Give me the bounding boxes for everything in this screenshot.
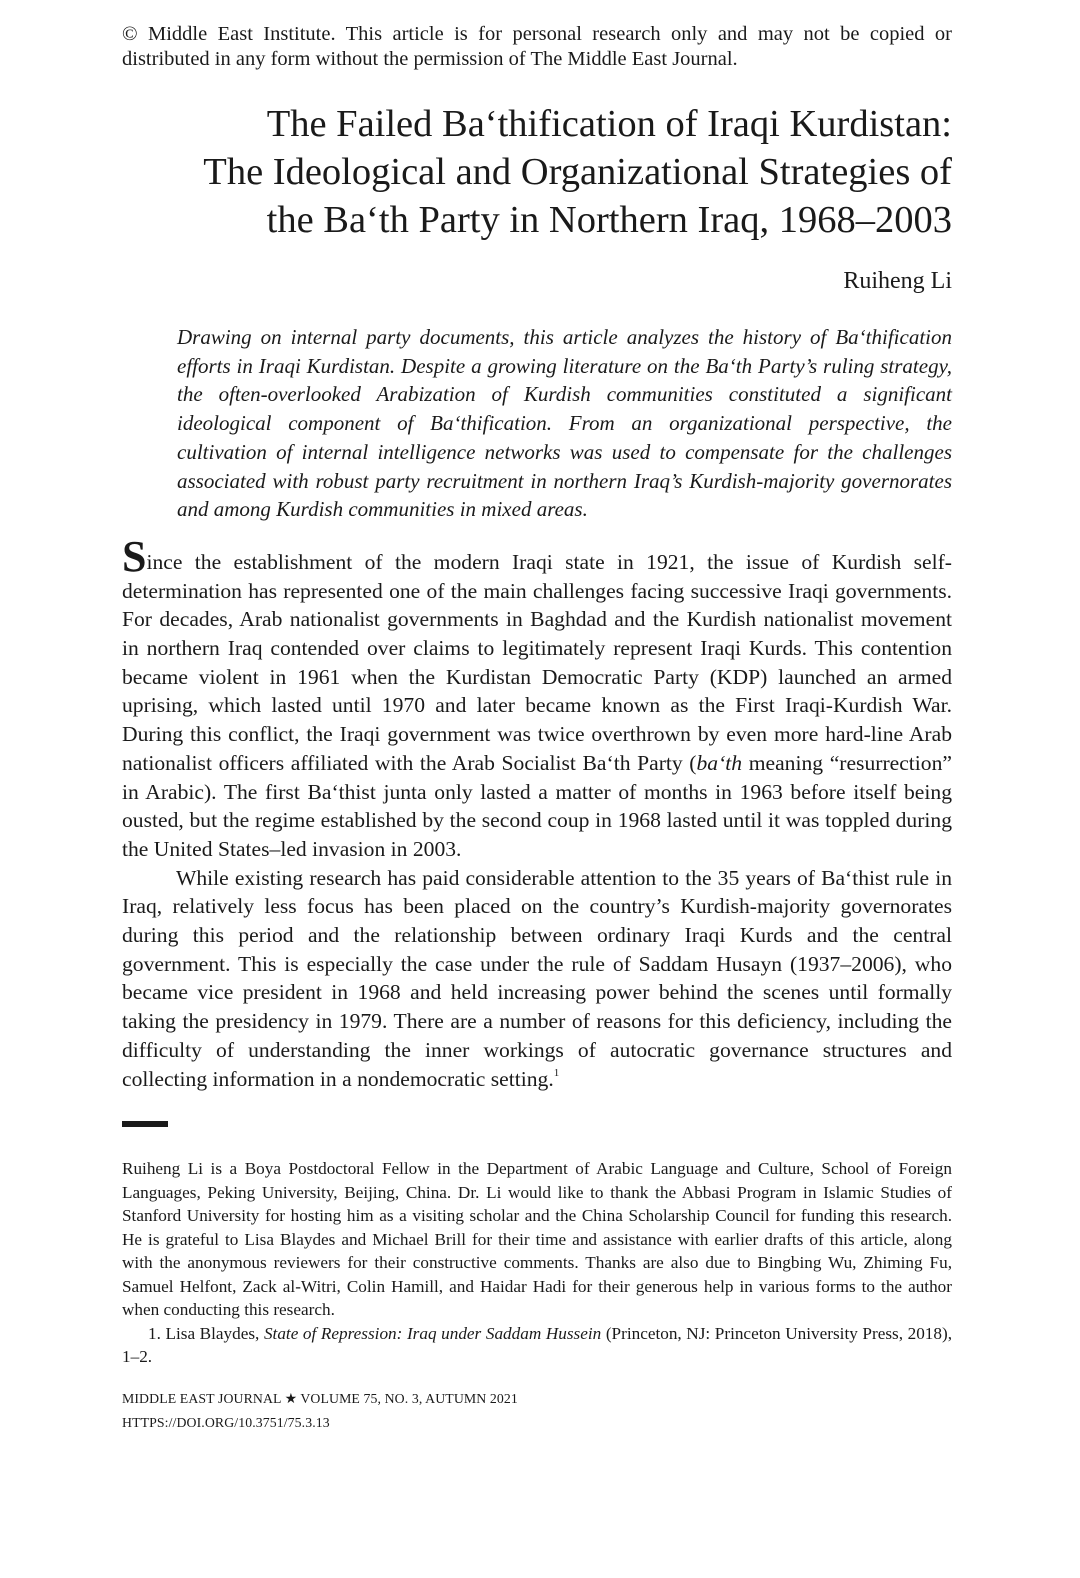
footnotes [122, 1157, 952, 1369]
abstract: Drawing on internal party documents, this article analyzes the history of Ba‘thification efforts in Iraqi Kurdistan. Despite a growing literature on the Ba‘th Party’s ruling strategy, the often-overlooked Arabization of Kurdish communities constituted a significant ideological component of Ba‘thification. From an organizational perspective, the cultivation of internal intelligence networks was used to compensate for the challenges associated with robust party recruitment in northern Iraq’s Kurdish-majority governorates and among Kurdish communities in mixed areas. [177, 325, 952, 522]
article-title [122, 100, 952, 244]
body-paragraph: Since the establishment of the modern Iraqi state in 1921, the issue of Kurdish self-determination has represented one of the main challenges facing successive Iraqi governments. For decades, Arab nationalist governments in Baghdad and the Kurdish nationalist movement in northern Iraq contended over claims to legitimately represent Iraqi Kurds. This contention became violent in 1961 when the Kurdistan Democratic Party (KDP) launched an armed uprising, which lasted until 1970 and later became known as the First Iraqi-Kurdish War. During this conflict, the Iraqi government was twice overthrown by even more hard-line Arab nationalist officers affiliated with the Arab Socialist Ba‘th Party (ba‘th meaning “resurrection” in Arabic). The first Ba‘thist junta only lasted a matter of months in 1963 before itself being ousted, but the regime established by the second coup in 1968 lasted until it was toppled during the United States–led invasion in 2003. [122, 531, 952, 861]
title-line: the Ba‘th Party in Northern Iraq, 1968–2003 [266, 199, 952, 241]
journal-info [122, 1387, 952, 1435]
author-name: Ruiheng Li [843, 268, 952, 294]
article-body [122, 531, 952, 1093]
footnote-marker[interactable]: 1 [553, 1066, 560, 1079]
title-line: The Failed Ba‘thification of Iraqi Kurdistan: [266, 103, 952, 145]
author-note: Ruiheng Li is a Boya Postdoctoral Fellow in the Department of Arabic Language and Culture, School of Foreign Languages, Peking University, Beijing, China. Dr. Li would like to thank the Abbasi Program in Islamic Studies of Stanford University for hosting him as a visiting scholar and the China Scholarship Council for funding this research. He is grateful to Lisa Blaydes and Michael Brill for their time and assistance with earlier drafts of this article, along with the anonymous reviewers for their constructive comments. Thanks are also due to Bingbing Wu, Zhiming Fu, Samuel Helfont, Zack al-Witri, Colin Hamill, and Haidar Hadi for their generous help in various forms to the author when conducting this research. [122, 1159, 952, 1320]
body-paragraph: While existing research has paid considerable attention to the 35 years of Ba‘thist rule in Iraq, relatively less focus has been placed on the country’s Kurdish-majority governorates during this period and the relationship between ordinary Iraqi Kurds and the central government. This is especially the case under the rule of Saddam Husayn (1937–2006), who became vice president in 1968 and held increasing power behind the scenes until formally taking the presidency in 1979. There are a number of reasons for this deficiency, including the difficulty of understanding the inner workings of autocratic governance structures and collecting information in a nondemocratic setting.$^1$ [122, 865, 952, 1091]
drop-cap: S [122, 531, 147, 581]
journal-citation: MIDDLE EAST JOURNAL ★ VOLUME 75, NO. 3, AUTUMN 2021 [122, 1390, 518, 1406]
doi-link[interactable]: HTTPS://DOI.ORG/10.3751/75.3.13 [122, 1414, 330, 1430]
title-line: The Ideological and Organizational Strategies of [203, 151, 952, 193]
footnote-1: 1. Lisa Blaydes, State of Repression: Iraq under Saddam Hussein (Princeton, NJ: Princeton University Press, 2018), 1–2. [122, 1323, 952, 1367]
book-title: State of Repression: Iraq under Saddam Hussein [263, 1323, 602, 1343]
footnote-divider [122, 1121, 168, 1127]
copyright-notice: © Middle East Institute. This article is for personal research only and may not be copied or distributed in any form without the permission of The Middle East Journal. [122, 23, 952, 70]
article-page [122, 22, 952, 1435]
italic-term: ba‘th [696, 750, 743, 775]
